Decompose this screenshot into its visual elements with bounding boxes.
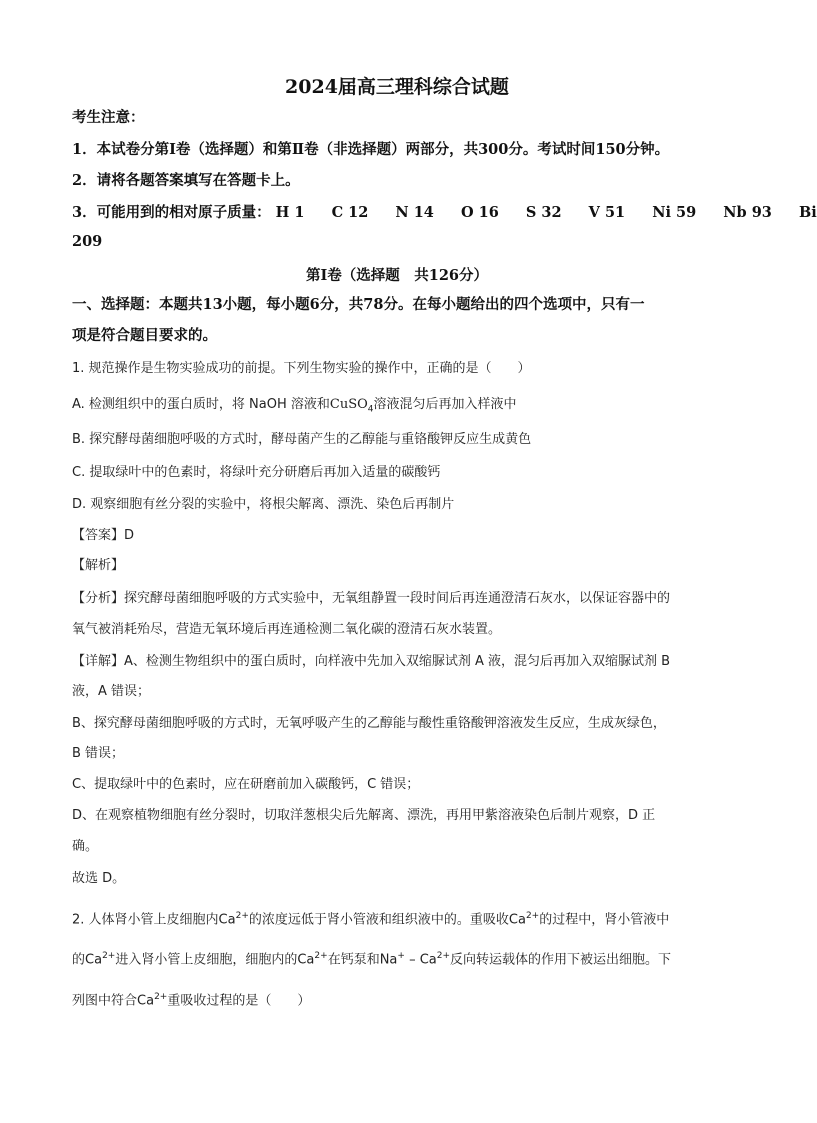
atomic-mass: V 51: [588, 204, 626, 221]
question-1-option-c: C. 提取绿叶中的色素时，将绿叶充分研磨后再加入适量的碳酸钙: [72, 465, 441, 480]
text: 进入肾小管上皮细胞，细胞内的: [115, 952, 298, 968]
text: 的: [72, 952, 86, 968]
atomic-mass: Bi: [798, 204, 817, 221]
ion-charge: 2+: [102, 951, 116, 961]
question-2-line-2: [72, 946, 671, 970]
ion-symbol: Ca: [419, 952, 437, 968]
question-2-line-1: [72, 906, 669, 930]
ion-charge: 2+: [525, 911, 540, 921]
atomic-mass: Nb 93: [723, 204, 772, 221]
text: 的过程中，肾小管液中: [539, 912, 670, 928]
question-1-option-a: [72, 395, 517, 420]
notice-item-2: 2．请将各题答案填写在答题卡上。: [72, 172, 300, 189]
text: 重吸收过程的是（ ）: [167, 993, 311, 1009]
text: 2. 人体肾小管上皮细胞内: [72, 912, 219, 928]
ion-symbol: Ca: [297, 952, 315, 968]
option-a-text: A. 检测组织中的蛋白质时，将 NaOH 溶液和: [72, 397, 330, 412]
ion-symbol: Na: [379, 952, 398, 968]
atomic-mass: H 1: [275, 204, 305, 221]
atomic-mass: N 14: [395, 204, 434, 221]
ion-charge: 2+: [436, 951, 451, 961]
analysis-b-line-1: B、探究酵母菌细胞呼吸的方式时，无氧呼吸产生的乙醇能与酸性重铬酸钾溶液发生反应，生成灰绿色，: [72, 716, 666, 731]
notice-heading: 考生注意：: [72, 109, 145, 126]
analysis-fenxi-line-1: 【分析】探究酵母菌细胞呼吸的方式实验中，无氧组静置一段时间后再连通澄清石灰水，以保证容器中的: [72, 591, 671, 606]
chemical-formula: CuSO: [329, 397, 368, 412]
atomic-mass: C 12: [331, 204, 369, 221]
ion-charge: 2+: [314, 951, 328, 961]
option-a-text-end: 溶液混匀后再加入样液中: [373, 397, 517, 412]
analysis-conclusion: 故选 D。: [72, 871, 126, 886]
analysis-b-line-2: B 错误；: [72, 746, 125, 761]
text: 反向转运载体的作用下被运出细胞。下: [450, 952, 672, 968]
ion-symbol: Ca: [508, 912, 526, 928]
section-instruction-line-1: 一、选择题：本题共13小题，每小题6分，共78分。在每小题给出的四个选项中，只有一: [72, 296, 645, 313]
answer-label: 【答案】D: [72, 528, 135, 543]
ion-symbol: Ca: [137, 993, 155, 1009]
notice-item-1: 1．本试卷分第Ⅰ卷（选择题）和第Ⅱ卷（非选择题）两部分，共300分。考试时间150分钟。: [72, 141, 670, 158]
analysis-detail-line-2: 液，A 错误；: [72, 684, 151, 699]
question-1-stem: 1. 规范操作是生物实验成功的前提。下列生物实验的操作中，正确的是（ ）: [72, 361, 531, 376]
atomic-mass: Ni 59: [652, 204, 697, 221]
ion-symbol: Ca: [218, 912, 236, 928]
question-2-line-3: [72, 987, 310, 1011]
question-1-option-d: D. 观察细胞有丝分裂的实验中，将根尖解离、漂洗、染色后再制片: [72, 497, 455, 512]
section-instruction-line-2: 项是符合题目要求的。: [72, 327, 217, 344]
exam-title: 2024届高三理科综合试题: [285, 76, 509, 98]
analysis-d-line-1: D、在观察植物细胞有丝分裂时，切取洋葱根尖后先解离、漂洗，再用甲紫溶液染色后制片观察，D 正: [72, 808, 656, 823]
notice-item-3: [72, 203, 817, 223]
text: 列图中符合: [72, 993, 138, 1009]
notice-item-3-prefix: 3．可能用到的相对原子质量：: [72, 204, 271, 221]
analysis-detail-line-1: 【详解】A、检测生物组织中的蛋白质时，向样液中先加入双缩脲试剂 A 液，混匀后再加入双缩脲试剂 B: [72, 654, 671, 669]
analysis-d-line-2: 确。: [72, 839, 99, 854]
analysis-label: 【解析】: [72, 558, 125, 573]
section-title: 第Ⅰ卷（选择题 共126分）: [305, 267, 489, 284]
text: 的浓度远低于肾小管液和组织液中的。重吸收: [248, 912, 509, 928]
text: 在钙泵和: [327, 952, 380, 968]
analysis-fenxi-line-2: 氧气被消耗殆尽，营造无氧环境后再连通检测二氧化碳的澄清石灰水装置。: [72, 622, 502, 637]
ion-symbol: Ca: [85, 952, 103, 968]
atomic-mass: S 32: [525, 204, 562, 221]
analysis-c-line: C、提取绿叶中的色素时，应在研磨前加入碳酸钙，C 错误；: [72, 777, 420, 792]
ion-charge: +: [397, 951, 405, 961]
ion-charge: 2+: [235, 911, 249, 921]
subscript: 4: [367, 404, 374, 415]
notice-item-3-wrap: 209: [72, 233, 103, 250]
dash: –: [404, 952, 420, 968]
ion-charge: 2+: [154, 992, 168, 1002]
question-1-option-b: B. 探究酵母菌细胞呼吸的方式时，酵母菌产生的乙醇能与重铬酸钾反应生成黄色: [72, 432, 532, 447]
atomic-mass: O 16: [460, 204, 499, 221]
